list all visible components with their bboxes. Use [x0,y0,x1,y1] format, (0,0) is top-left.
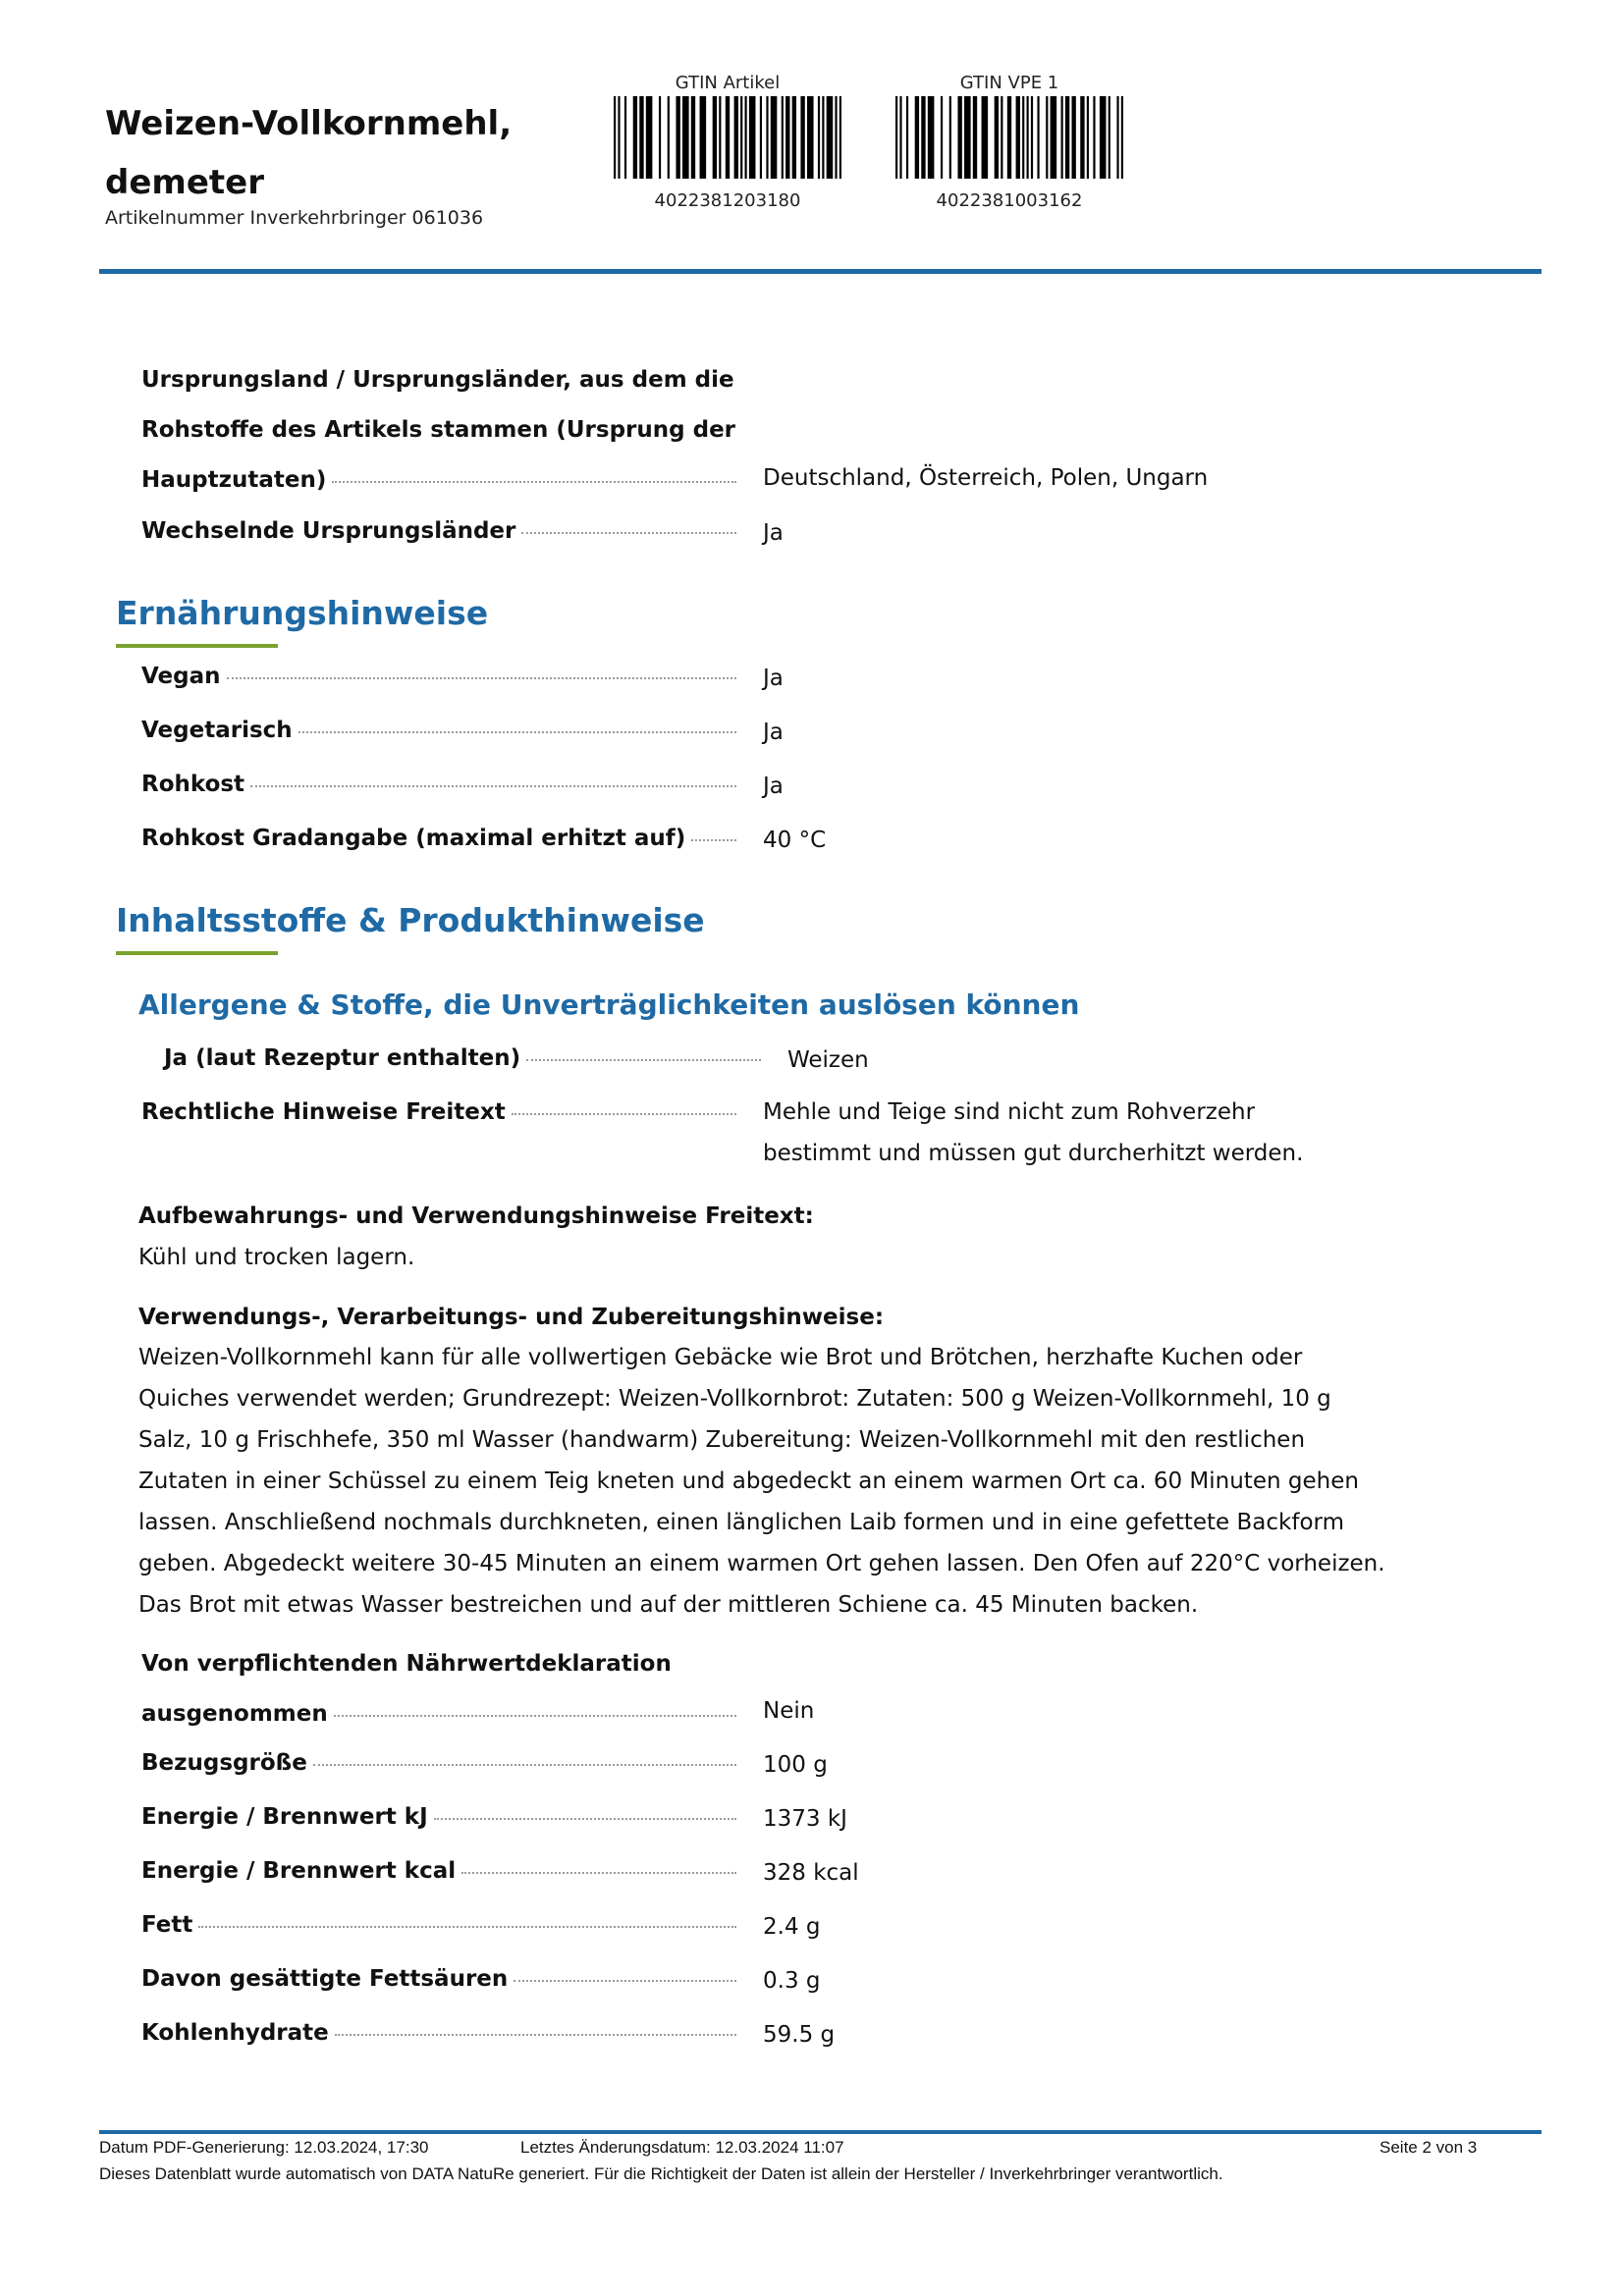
leader-dots [691,839,736,841]
raw-food-temp-label-text: Rohkost Gradangabe (maximal erhitzt auf) [141,826,686,851]
section-heading-nutrition-notes: Ernährungshinweise [116,594,489,632]
barcode-bar [957,96,961,179]
barcode-bar [713,96,717,179]
usage-line: Salz, 10 g Frischhefe, 350 ml Wasser (handwarm) Zubereitung: Weizen-Vollkornmehl mit den restlichen [138,1427,1306,1453]
section-heading-ingredients: Inhaltsstoffe & Produkthinweise [116,901,705,939]
raw-food-label [141,772,736,797]
barcode-bar [691,96,695,179]
nutrient-value-fat: 2.4 g [763,1914,821,1940]
changing-origins-value: Ja [763,520,784,546]
nutrient-value-energy-kcal: 328 kcal [763,1860,859,1886]
origin-value: Deutschland, Österreich, Polen, Ungarn [763,465,1209,491]
nutrient-label-fat: Fett [141,1912,193,1938]
barcode-bar [807,96,814,179]
barcode-bar [995,96,999,179]
changing-origins-label [141,518,736,544]
nutrient-value-reference-size: 100 g [763,1752,828,1778]
barcode-bar [1022,96,1024,179]
leader-dots [198,1926,736,1928]
footer-changed-date: Letztes Änderungsdatum: 12.03.2024 11:07 [520,2138,844,2157]
barcode-gtin-article [610,71,845,214]
nutrient-label-carbohydrates: Kohlenhydrate [141,2020,329,2046]
barcode-bar [973,96,977,179]
nutrient-row-label [141,1858,736,1884]
barcode-bar [624,96,626,179]
leader-dots [512,1113,736,1115]
leader-dots [334,1715,736,1717]
nutrient-value-carbohydrates: 59.5 g [763,2022,836,2048]
barcode-gtin-vpe [892,71,1127,214]
barcode-bar [1093,96,1095,179]
changing-origins-text: Wechselnde Ursprungsländer [141,518,516,544]
article-number: Artikelnummer Inverkehrbringer 061036 [105,207,484,229]
origin-label-line3-row [141,455,736,506]
barcode-caption: GTIN Artikel [675,73,781,93]
barcode-bar [734,96,738,179]
allergen-contained-label-text: Ja (laut Rezeptur enthalten) [164,1045,521,1071]
barcode-image [614,96,841,179]
barcode-bar [726,96,730,179]
legal-notes-label [141,1099,736,1125]
footer-generated-date: Datum PDF-Generierung: 12.03.2024, 17:30 [99,2138,429,2157]
raw-food-label-text: Rohkost [141,772,245,797]
barcode-bar [1001,96,1002,179]
nutrient-label-energy-kcal: Energie / Brennwert kcal [141,1858,457,1884]
vegetarian-value: Ja [763,720,784,745]
product-title-line2: demeter [105,163,264,202]
barcode-bar [792,96,796,179]
leader-dots [298,731,736,733]
nutrition-exempt-line2-row [141,1689,736,1739]
usage-line: geben. Abgedeckt weitere 30-45 Minuten an einem warmen Ort gehen lassen. Den Ofen auf 220°C vorheizen. [138,1551,1385,1576]
nutrient-row-label [141,2020,736,2046]
usage-heading: Verwendungs-, Verarbeitungs- und Zubereitungshinweise: [138,1305,885,1330]
legal-notes-line2: bestimmt und müssen gut durcherhitzt werden. [763,1141,1304,1166]
leader-dots [335,2034,736,2036]
barcode-number: 4022381003162 [936,190,1083,211]
nutrient-label-saturated-fat: Davon gesättigte Fettsäuren [141,1966,509,1992]
nutrition-exempt-line1: Von verpflichtenden Nährwertdeklaration [141,1651,672,1677]
barcode-bar [827,96,834,179]
barcode-bar [941,96,943,179]
barcode-bar [800,96,804,179]
leader-dots [526,1059,761,1061]
barcode-bar [964,96,971,179]
usage-line: Zutaten in einer Schüssel zu einem Teig kneten und abgedeckt an einem warmen Ort ca. 60 Minuten gehen [138,1468,1359,1494]
barcode-bar [895,96,897,179]
barcode-bar [921,96,925,179]
barcode-bar [1016,96,1020,179]
barcode-bar [760,96,762,179]
barcode-bar [1061,96,1063,179]
barcode-bar [928,96,935,179]
nutrient-row-label [141,1912,736,1938]
header-divider [99,269,1542,274]
barcode-bar [949,96,951,179]
leader-dots [461,1872,736,1874]
leader-dots [332,481,736,483]
leader-dots [250,785,736,787]
barcode-bar [1116,96,1118,179]
usage-line: lassen. Anschließend nochmals durchkneten, einen länglichen Laib formen und in eine gefettete Backform [138,1510,1344,1535]
storage-heading: Aufbewahrungs- und Verwendungshinweise Freitext: [138,1203,814,1229]
nutrient-label-reference-size: Bezugsgröße [141,1750,307,1776]
barcode-bar [899,96,901,179]
barcode-bar [1121,96,1123,179]
raw-food-value: Ja [763,774,784,799]
product-title [105,94,616,212]
footer-page-number: Seite 2 von 3 [1380,2138,1478,2157]
raw-food-temp-value: 40 °C [763,828,827,853]
vegan-value: Ja [763,666,784,691]
barcode-bar [1027,96,1029,179]
nutrition-exempt-value: Nein [763,1698,815,1724]
leader-dots [521,532,736,534]
barcode-number: 4022381203180 [654,190,801,211]
barcode-bar [1100,96,1107,179]
origin-label [141,355,750,506]
legal-notes-line1: Mehle und Teige sind nicht zum Rohverzehr [763,1099,1256,1125]
origin-label-line3: Hauptzutaten) [141,467,327,493]
barcode-bar [1046,96,1048,179]
storage-text: Kühl und trocken lagern. [138,1245,415,1270]
barcode-bar [745,96,747,179]
barcode-bar [614,96,616,179]
nutrient-row-label [141,1804,736,1830]
barcode-bar [1109,96,1110,179]
leader-dots [313,1764,736,1766]
barcode-bar [1087,96,1089,179]
nutrient-row-label [141,1966,736,1992]
heading-underline [116,644,278,648]
barcode-bar [1037,96,1039,179]
footer-divider [99,2130,1542,2134]
barcode-image [895,96,1123,179]
nutrient-row-label [141,1750,736,1776]
barcode-bar [659,96,661,179]
leader-dots [434,1818,736,1820]
leader-dots [227,677,737,679]
origin-label-line1: Ursprungsland / Ursprungsländer, aus dem die [141,367,734,393]
barcode-bar [766,96,768,179]
barcode-bar [839,96,841,179]
origin-label-line2: Rohstoffe des Artikels stammen (Ursprung der [141,417,736,443]
heading-underline [116,951,278,955]
legal-notes-value [763,1092,1303,1174]
barcode-caption: GTIN VPE 1 [959,73,1059,93]
nutrition-exempt-label [141,1639,750,1739]
barcode-bar [1051,96,1057,179]
barcode-bar [749,96,756,179]
allergen-contained-label [164,1045,761,1071]
barcode-bar [785,96,789,179]
legal-notes-label-text: Rechtliche Hinweise Freitext [141,1099,506,1125]
footer-disclaimer: Dieses Datenblatt wurde automatisch von DATA NatuRe generiert. Für die Richtigkeit der Daten ist allein der Hersteller / Inverkehrbringer verantwortlich. [99,2164,1223,2183]
usage-text [138,1337,1415,1626]
barcode-bar [818,96,820,179]
barcode-bar [633,96,637,179]
barcode-bar [639,96,643,179]
nutrient-value-energy-kj: 1373 kJ [763,1806,847,1832]
barcode-bar [982,96,989,179]
barcode-bar [700,96,707,179]
barcode-bar [676,96,679,179]
barcode-bar [771,96,778,179]
barcode-bar [906,96,908,179]
vegan-label [141,664,736,689]
barcode-bar [740,96,742,179]
barcode-bar [835,96,837,179]
vegan-label-text: Vegan [141,664,221,689]
barcode-bar [1007,96,1011,179]
barcode-bar [782,96,784,179]
barcode-bar [1080,96,1084,179]
vegetarian-label-text: Vegetarisch [141,718,293,743]
raw-food-temp-label [141,826,736,851]
barcode-bar [1031,96,1033,179]
barcode-bar [668,96,670,179]
barcode-bar [682,96,689,179]
nutrition-exempt-line2: ausgenommen [141,1701,328,1727]
barcode-bar [1071,96,1075,179]
product-title-line1: Weizen-Vollkornmehl, [105,104,513,143]
barcode-bar [1065,96,1069,179]
barcode-bar [646,96,653,179]
leader-dots [514,1980,736,1982]
vegetarian-label [141,718,736,743]
barcode-bar [822,96,824,179]
usage-line: Das Brot mit etwas Wasser bestreichen und auf der mittleren Schiene ca. 45 Minuten backen. [138,1592,1199,1618]
nutrient-value-saturated-fat: 0.3 g [763,1968,821,1994]
usage-line: Quiches verwendet werden; Grundrezept: Weizen-Vollkornbrot: Zutaten: 500 g Weizen-Vollkornmehl, 10 g [138,1386,1331,1412]
barcode-bar [719,96,721,179]
barcode-bar [618,96,620,179]
barcode-bar [915,96,919,179]
allergen-contained-value: Weizen [787,1047,869,1073]
usage-line: Weizen-Vollkornmehl kann für alle vollwertigen Gebäcke wie Brot und Brötchen, herzhafte Kuchen oder [138,1345,1303,1370]
nutrient-label-energy-kj: Energie / Brennwert kJ [141,1804,428,1830]
allergen-heading: Allergene & Stoffe, die Unverträglichkeiten auslösen können [138,988,1080,1021]
